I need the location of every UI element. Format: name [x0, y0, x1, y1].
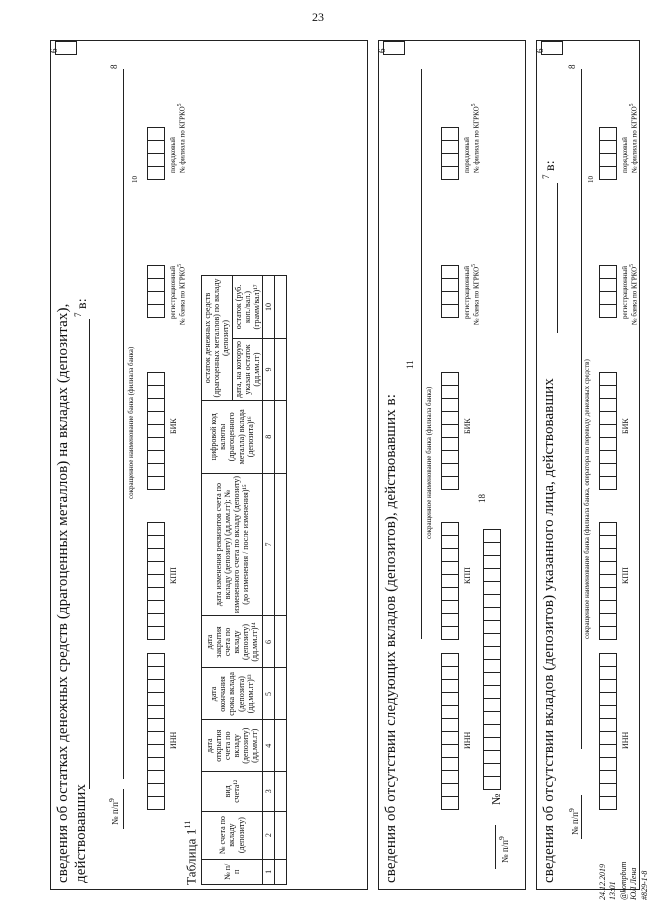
th-account-type: вид счета¹² [202, 772, 263, 812]
box-index: 6 [535, 48, 545, 53]
reg-number-cells[interactable] [147, 265, 165, 317]
th-balance-date: дата, на которую указан остаток (дд.мм.гг) [232, 338, 263, 400]
kpp-cells[interactable] [147, 522, 165, 639]
sup-10: 10 [131, 176, 139, 183]
order-label-2: № филиала по КГРКО$^5$ [471, 103, 481, 173]
th-balance: остаток (руб. коп./вал.) (грамм/вал)¹⁷ [232, 276, 263, 339]
inn-label: ИНН [169, 731, 178, 749]
sup-8: 8 [109, 64, 119, 69]
order-number-cells[interactable] [147, 127, 165, 179]
bank-caption: сокращенное наименование банка (филиала банка) [425, 386, 433, 539]
sup-11: 11 [405, 360, 415, 369]
th-change-date: дата изменения реквизитов счета по вкладу (депозиту) (дд.мм.гг); № измененного счета по вкладу (депозиту) (до изменения / после изменения)¹⁵ [202, 473, 263, 616]
reg-label-2: № банка по КГРКО$^5$ [471, 263, 481, 325]
reg-label-2: № банка по КГРКО$^5$ [177, 263, 187, 325]
kpp-label: КПП [621, 567, 630, 584]
order-label: порядковый [621, 137, 629, 173]
order-number-cells[interactable] [441, 127, 459, 179]
order-label-2: № филиала по КГРКО$^5$ [177, 103, 187, 173]
deposit-table [201, 275, 287, 885]
no-label: № [489, 793, 503, 805]
table-row[interactable] [275, 276, 287, 885]
footer-source: @kompbum ЮЛ Лена #829-1-8 [618, 861, 649, 900]
npp-label: № $п/п^9$ [107, 798, 120, 825]
th-close-date: дата закрытия счета по вкладу (депозиту) (дд.мм.гг)¹⁴ [202, 616, 263, 668]
footer-date: 24.12.2019 13:01 [598, 864, 618, 900]
col-num: 2 [263, 811, 275, 859]
bank-name-underline [581, 69, 582, 749]
bank-name-underline [421, 69, 422, 639]
col-num: 5 [263, 668, 275, 720]
col-num: 4 [263, 720, 275, 772]
print-footer [598, 858, 650, 900]
reg-number-cells[interactable] [441, 265, 459, 317]
section-deposit-balances [50, 40, 368, 890]
col-num: 7 [263, 473, 275, 616]
section-absence-person [536, 40, 640, 890]
order-label: порядковый [169, 137, 177, 173]
section-absence-following [378, 40, 526, 890]
bik-label: БИК [621, 418, 630, 434]
reg-number-cells[interactable] [599, 265, 617, 317]
date-underline [89, 319, 90, 789]
npp-label: № $п/п^9$ [567, 808, 580, 835]
sup-8: 8 [567, 64, 577, 69]
col-num: 9 [263, 338, 275, 400]
th-open-date: дата открытия счета по вкладу (депозиту) (дд.мм.гг) [202, 720, 263, 772]
box-index: 6 [49, 48, 59, 53]
table-number-row [263, 276, 275, 885]
th-account: № счета по вкладу (депозиту) [202, 811, 263, 859]
inn-cells[interactable] [599, 653, 617, 809]
reg-label: регистрационный [169, 265, 177, 319]
order-number-cells[interactable] [599, 127, 617, 179]
col-num: 8 [263, 401, 275, 474]
form-landscape [40, 40, 650, 890]
inn-label: ИНН [463, 731, 472, 749]
th-end-date: дата окончания срока вклада (депозита) (дд.мм.гг)¹³ [202, 668, 263, 720]
sup-10: 10 [587, 176, 595, 183]
col-num: 10 [263, 276, 275, 339]
section1-title: сведения об остатках денежных средств (драгоценных металлов) на вкладах (депозитах), [55, 303, 71, 883]
order-label: порядковый [463, 137, 471, 173]
v-label: в: [543, 160, 558, 171]
kpp-label: КПП [463, 567, 472, 584]
npp-underline [581, 795, 582, 839]
bik-cells[interactable] [147, 372, 165, 489]
section1-title-2: действовавших [73, 783, 89, 883]
npp-underline [123, 789, 124, 829]
reg-label: регистрационный [621, 265, 629, 319]
bik-label: БИК [463, 418, 472, 434]
npp-underline [495, 825, 496, 869]
reg-label-2: № банка по КГРКО$^5$ [629, 263, 639, 325]
kpp-cells[interactable] [441, 522, 459, 639]
date-underline [557, 183, 558, 333]
th-npp: № п/п [202, 859, 263, 884]
th-currency-code: цифровой код валюты (драгоценного металла) вклада (депозита)¹⁶ [202, 401, 263, 474]
bank-name-underline [123, 69, 124, 779]
sup-7: 7 [541, 174, 551, 179]
th-balance-group: остаток денежных средств (драгоценных металлов) по вкладу (депозиту) [202, 276, 233, 401]
npp-label: № $п/п^9$ [497, 836, 510, 863]
bik-cells[interactable] [599, 372, 617, 489]
reg-label: регистрационный [463, 265, 471, 319]
bik-label: БИК [169, 418, 178, 434]
inn-cells[interactable] [147, 653, 165, 809]
section2-title: сведения об отсутствии следующих вкладов (депозитов), действовавших в: [383, 394, 399, 883]
col-num: 6 [263, 616, 275, 668]
order-label-2: № филиала по КГРКО$^5$ [629, 103, 639, 173]
inn-cells[interactable] [441, 653, 459, 809]
section3-title: сведения об отсутствии вкладов (депозитов) указанного лица, действовавших [541, 378, 557, 883]
page-number: 23 [312, 10, 324, 24]
bik-cells[interactable] [441, 372, 459, 489]
col-num: 3 [263, 772, 275, 812]
box-index: 6 [377, 48, 387, 53]
bank-caption: сокращенное наименование банка (филиала банка) [127, 346, 135, 499]
col-num: 1 [263, 859, 275, 884]
inn-label: ИНН [621, 731, 630, 749]
kpp-cells[interactable] [599, 522, 617, 639]
sup-18: 18 [477, 494, 487, 503]
table1-title: Таблица $1^{11}$ [183, 820, 199, 885]
v-label: в: [75, 298, 90, 309]
bank-caption: сокращенное наименование банка (филиала банка, оператора по переводу денежных средств) [583, 359, 591, 639]
kpp-label: КПП [169, 567, 178, 584]
account-number-cells[interactable] [483, 529, 501, 789]
sup-7: 7 [73, 312, 83, 317]
